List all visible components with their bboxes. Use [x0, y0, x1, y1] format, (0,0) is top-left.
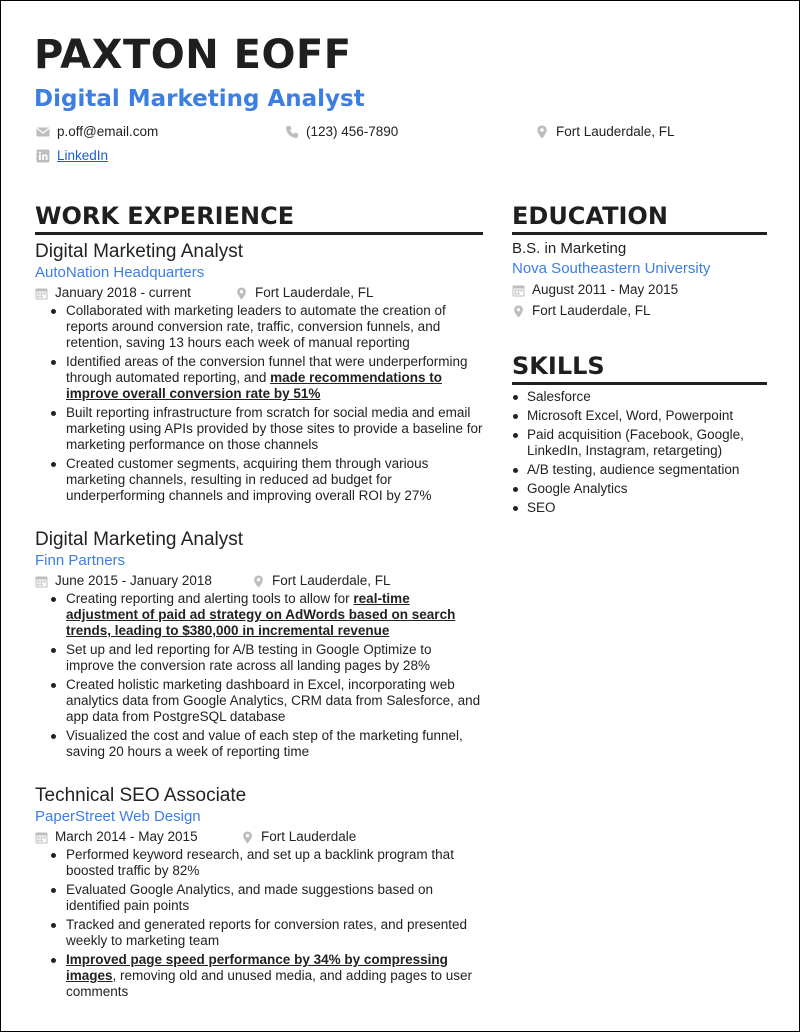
candidate-role: Digital Marketing Analyst — [34, 86, 365, 112]
education-divider — [512, 232, 767, 235]
map-pin-icon — [241, 831, 254, 844]
job-dates: March 2014 - May 2015 — [55, 829, 198, 844]
job-location-text: Fort Lauderdale, FL — [255, 285, 374, 300]
calendar-icon — [35, 287, 48, 300]
candidate-name: PAXTON EOFF — [34, 32, 352, 78]
job-bullet: Created customer segments, acquiring them through various marketing channels, resulting in reduced ad budget for underperforming channels and improving overall ROI by 27% — [35, 456, 483, 504]
job-meta — [35, 283, 483, 303]
education-location-text: Fort Lauderdale, FL — [532, 303, 651, 318]
work-experience-divider — [35, 232, 483, 235]
skill-item: Google Analytics — [512, 481, 772, 497]
map-pin-icon — [512, 305, 525, 318]
linkedin-icon — [36, 149, 50, 163]
job-location — [241, 827, 356, 847]
job-bullets — [35, 591, 483, 760]
company-name: PaperStreet Web Design — [35, 808, 201, 825]
contact-location — [535, 125, 675, 139]
contact-email — [36, 125, 158, 139]
skill-item: A/B testing, audience segmentation — [512, 462, 772, 478]
map-pin-icon — [235, 287, 248, 300]
location-text: Fort Lauderdale, FL — [556, 124, 675, 140]
job-bullet: Built reporting infrastructure from scratch for social media and email marketing using APIs provided by those sites to provide a baseline for marketing performance on those channels — [35, 405, 483, 453]
map-pin-icon — [252, 575, 265, 588]
job-bullet: Tracked and generated reports for conversion rates, and presented weekly to marketing team — [35, 917, 483, 949]
degree: B.S. in Marketing — [512, 240, 627, 257]
job-bullet: Visualized the cost and value of each step of the marketing funnel, saving 20 hours a week of reporting time — [35, 728, 483, 760]
job-location-text: Fort Lauderdale, FL — [272, 573, 391, 588]
education-dates-text: August 2011 - May 2015 — [532, 282, 679, 297]
calendar-icon — [35, 575, 48, 588]
job-title: Technical SEO Associate — [35, 785, 247, 806]
job-title: Digital Marketing Analyst — [35, 241, 244, 262]
calendar-icon — [512, 284, 525, 297]
calendar-icon — [35, 831, 48, 844]
job-meta — [35, 571, 483, 591]
job-bullet: Created holistic marketing dashboard in Excel, incorporating web analytics data from Google Analytics, CRM data from Salesforce, and app data from PostgreSQL database — [35, 677, 483, 725]
job-bullet: Set up and led reporting for A/B testing in Google Optimize to improve the conversion rate across all landing pages by 28% — [35, 642, 483, 674]
job-dates: January 2018 - current — [55, 285, 191, 300]
job-bullet: Performed keyword research, and set up a backlink program that boosted traffic by 82% — [35, 847, 483, 879]
education-entry — [512, 239, 772, 321]
company-name: AutoNation Headquarters — [35, 264, 205, 281]
company-name: Finn Partners — [35, 552, 126, 569]
job-bullet: Improved page speed performance by 34% by compressing images, removing old and unused media, and adding pages to user comments — [35, 952, 483, 1000]
skill-item: Microsoft Excel, Word, Powerpoint — [512, 408, 772, 424]
education-dates — [512, 280, 772, 300]
job-entry — [35, 529, 483, 763]
school-name: Nova Southeastern University — [512, 260, 711, 277]
contact-phone — [285, 125, 398, 139]
work-experience-heading: WORK EXPERIENCE — [35, 202, 295, 230]
education-heading: EDUCATION — [512, 202, 668, 230]
map-pin-icon — [535, 125, 549, 139]
job-bullet: Identified areas of the conversion funnel that were underperforming through automated reporting, and made recommendations to improve overall conversion rate by 51% — [35, 354, 483, 402]
skill-item: SEO — [512, 500, 772, 516]
skills-divider — [512, 382, 767, 385]
job-bullet: Evaluated Google Analytics, and made suggestions based on identified pain points — [35, 882, 483, 914]
envelope-icon — [36, 125, 50, 139]
job-entry — [35, 785, 483, 1003]
skills-list — [512, 389, 772, 519]
job-bullets — [35, 303, 483, 504]
email-text: p.off@email.com — [57, 124, 159, 140]
skill-item: Salesforce — [512, 389, 772, 405]
job-bullet: Collaborated with marketing leaders to automate the creation of reports around conversion rate, traffic, conversion funnels, and retention, saving 13 hours each week of manual reporting — [35, 303, 483, 351]
job-bullet: Creating reporting and alerting tools to allow for real-time adjustment of paid ad strategy on AdWords based on search trends, leading to $380,000 in incremental revenue — [35, 591, 483, 639]
job-dates: June 2015 - January 2018 — [55, 573, 212, 588]
phone-text: (123) 456-7890 — [306, 124, 399, 140]
job-bullets — [35, 847, 483, 1000]
contact-linkedin — [36, 149, 108, 163]
job-location — [235, 283, 374, 303]
job-location — [252, 571, 391, 591]
phone-icon — [285, 125, 299, 139]
job-location-text: Fort Lauderdale — [261, 829, 357, 844]
education-location — [512, 301, 772, 321]
job-title: Digital Marketing Analyst — [35, 529, 244, 550]
job-entry — [35, 241, 483, 507]
job-meta — [35, 827, 483, 847]
linkedin-link[interactable]: LinkedIn — [57, 148, 109, 164]
skill-item: Paid acquisition (Facebook, Google, LinkedIn, Instagram, retargeting) — [512, 427, 772, 459]
skills-heading: SKILLS — [512, 352, 605, 380]
